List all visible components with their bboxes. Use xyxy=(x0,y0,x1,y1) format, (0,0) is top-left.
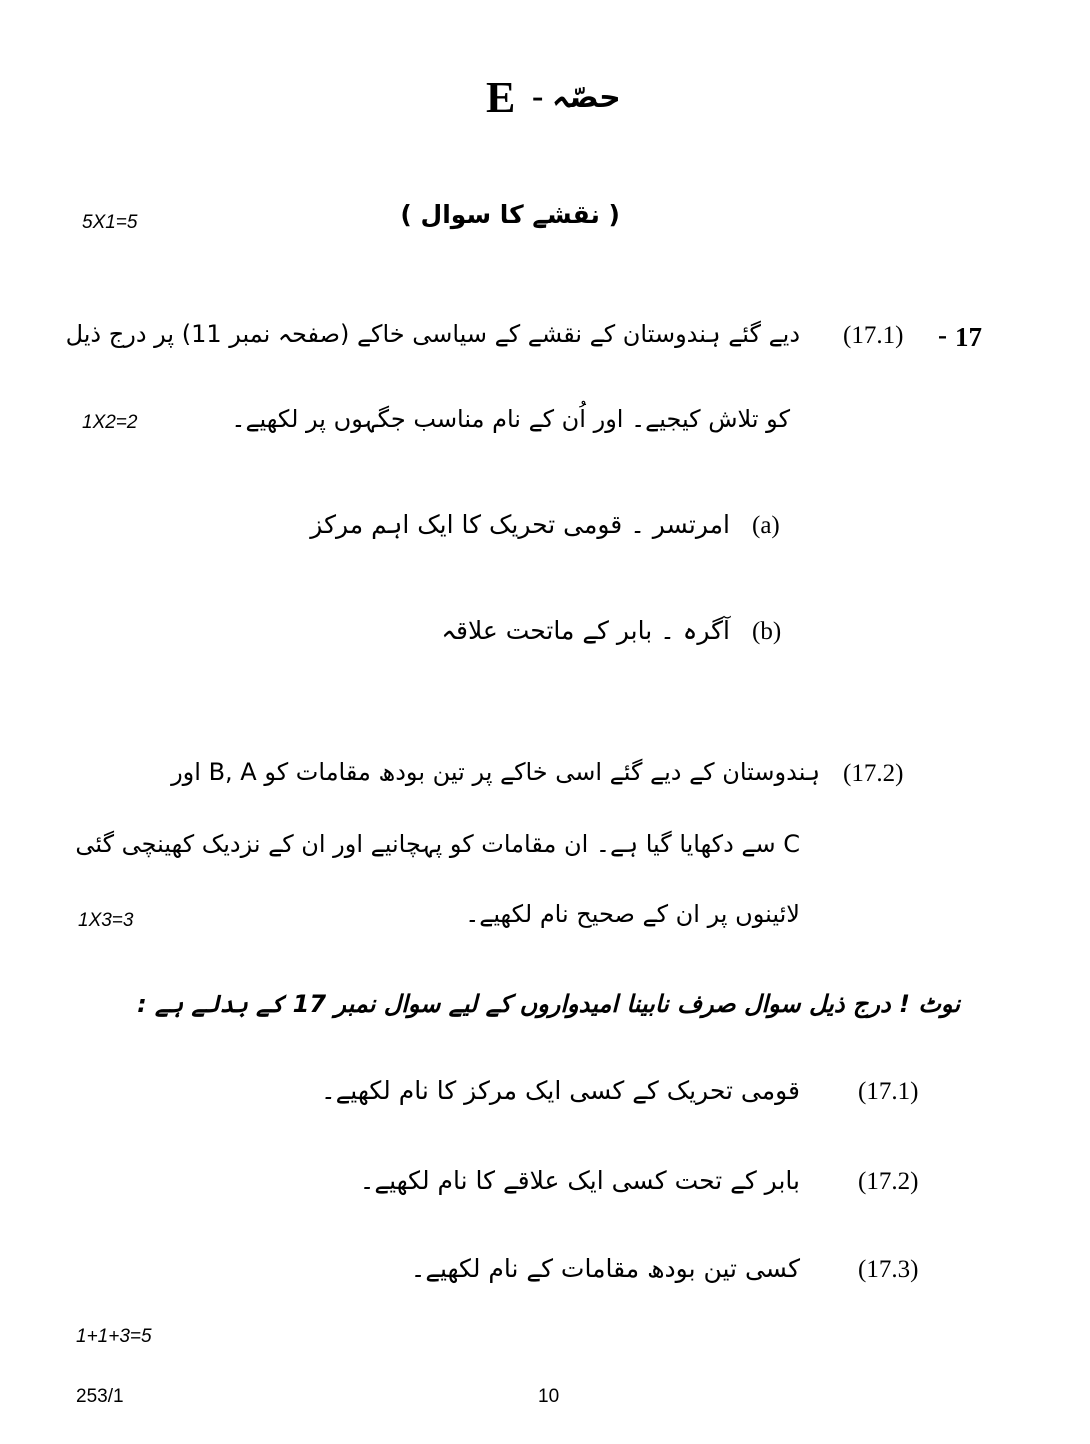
sub-question-label: (17.1) xyxy=(843,322,904,349)
marks-section-total: 5X1=5 xyxy=(82,212,138,233)
sub-question-label: (17.2) xyxy=(843,760,904,787)
item-label: (a) xyxy=(752,512,780,539)
marks-alt-total: 1+1+3=5 xyxy=(76,1326,152,1347)
item-text: آگرہ ۔ بابر کے ماتحت علاقہ xyxy=(441,616,730,645)
alt-question-text: بابر کے تحت کسی ایک علاقے کا نام لکھیے۔ xyxy=(359,1166,800,1195)
question-dash: - xyxy=(938,320,947,350)
section-dash: - xyxy=(532,78,544,115)
item-label: (b) xyxy=(752,618,782,645)
alt-question-text: قومی تحریک کے کسی ایک مرکز کا نام لکھیے۔ xyxy=(320,1076,800,1105)
alt-question-text: کسی تین بودھ مقامات کے نام لکھیے۔ xyxy=(410,1254,800,1283)
section-letter: E xyxy=(486,73,516,122)
item-text: امرتسر ۔ قومی تحریک کا ایک اہم مرکز xyxy=(310,510,730,539)
alt-question-label: (17.3) xyxy=(858,1256,919,1283)
section-word: حصّہ xyxy=(552,80,621,115)
sub-question-text: کو تلاش کیجیے۔ اور اُن کے نام مناسب جگہوں پر لکھیے۔ xyxy=(231,405,790,433)
sub-question-text: C سے دکھایا گیا ہے۔ ان مقامات کو پہچانیے اور ان کے نزدیک کھینچی گئی xyxy=(75,830,800,858)
sub-question-text: لائینوں پر ان کے صحیح نام لکھیے۔ xyxy=(465,900,800,928)
footer-code: 253/1 xyxy=(76,1386,124,1407)
page-number: 10 xyxy=(538,1386,560,1407)
sub-question-text: دیے گئے ہندوستان کے نقشے کے سیاسی خاکے (صفحہ نمبر 11) پر درج ذیل xyxy=(65,320,800,348)
question-number: 17 xyxy=(955,322,982,352)
alt-question-label: (17.2) xyxy=(858,1168,919,1195)
sub-question-text: ہندوستان کے دیے گئے اسی خاکے پر تین بودھ مقامات کو B, A اور xyxy=(171,758,820,786)
section-heading xyxy=(470,72,630,128)
map-question-title: ( نقشے کا سوال ) xyxy=(400,200,620,229)
marks-q17-1: 1X2=2 xyxy=(82,412,138,433)
note-text: نوٹ ! درج ذیل سوال صرف نابینا امیدواروں کے لیے سوال نمبر 17 کے بدلے ہے : xyxy=(137,990,960,1018)
alt-question-label: (17.1) xyxy=(858,1078,919,1105)
marks-q17-2: 1X3=3 xyxy=(78,910,134,931)
